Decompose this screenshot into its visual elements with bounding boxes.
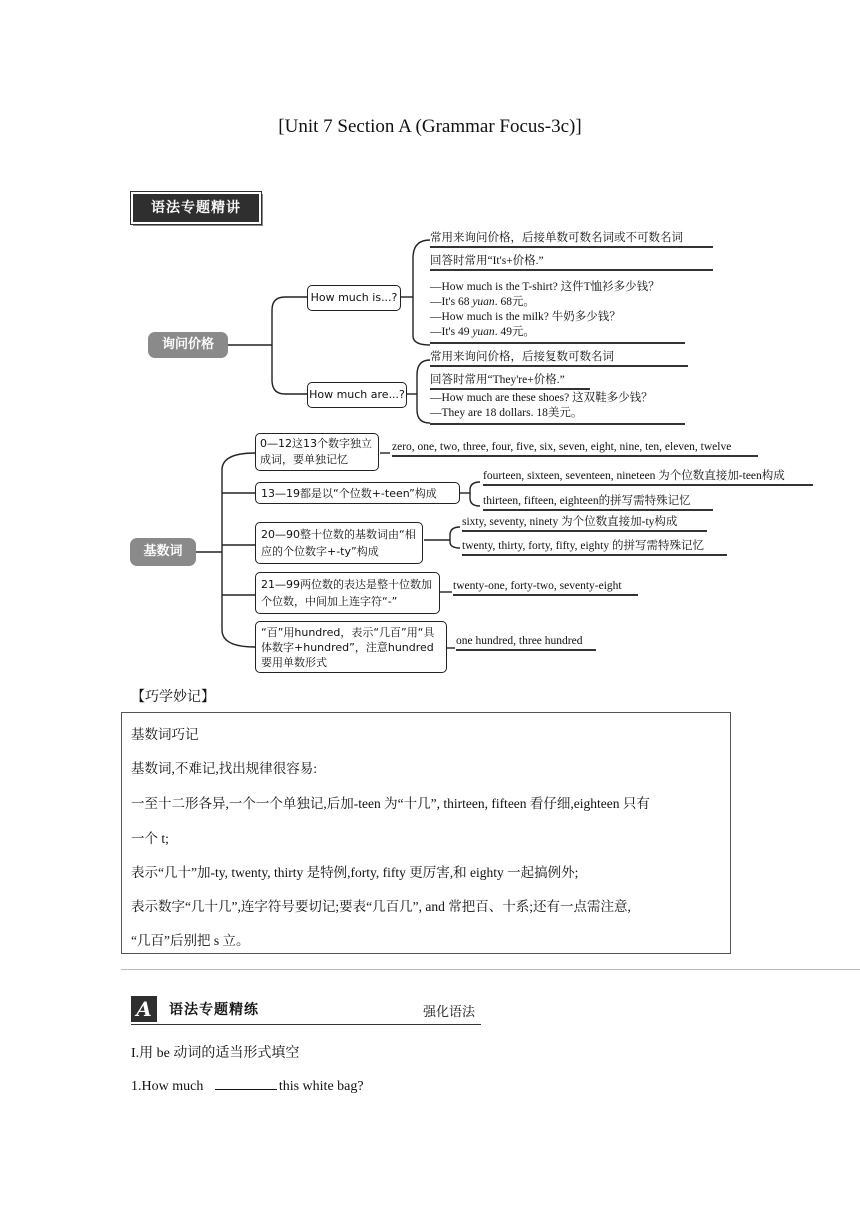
- tips-line-3: 一至十二形各异,一个一个单独记,后加-teen 为“十几”, thirteen, fifteen 看仔细,eighteen 只有: [131, 796, 650, 811]
- node-how-much-is: How much is...?: [307, 285, 401, 311]
- node-how-much-are: How much are...?: [307, 382, 407, 408]
- examples-are-group: [430, 391, 685, 425]
- examples-is-group: [430, 280, 685, 344]
- example-20-90-regular: sixty, seventy, ninety 为个位数直接加-ty构成: [462, 515, 707, 532]
- rule-20-90: 20—90整十位数的基数词由“相应的个位数字+-ty”构成: [255, 522, 423, 564]
- example-hundred: one hundred, three hundred: [456, 634, 596, 651]
- tips-line-1: 基数词巧记: [131, 727, 199, 742]
- practice-banner-title: 语法专题精练: [169, 1002, 259, 1018]
- page-title: [Unit 7 Section A (Grammar Focus-3c)]: [278, 116, 582, 137]
- example-milk-question: —How much is the milk? 牛奶多少钱？: [430, 311, 621, 323]
- tips-line-7: “几百”后别把 s 立。: [131, 933, 250, 948]
- example-tshirt-question: —How much is the T-shirt? 这件T恤衫多少钱？: [430, 281, 660, 293]
- note-is-usage: 常用来询问价格，后接单数可数名词或不可数名词: [430, 231, 713, 248]
- tips-line-2: 基数词,不难记,找出规律很容易:: [131, 761, 318, 776]
- example-13-19-regular: fourteen, sixteen, seventeen, nineteen 为个位数直接加-teen构成: [483, 469, 813, 486]
- section-banner-grammar: 语法专题精讲: [131, 192, 261, 224]
- question-1-blank[interactable]: [215, 1077, 277, 1090]
- example-shoes-answer: —They are 18 dollars. 18美元。: [430, 407, 583, 419]
- tips-line-4: 一个 t;: [131, 831, 169, 846]
- root-node-cardinal-numbers: 基数词: [130, 538, 196, 566]
- example-21-99: twenty-one, forty-two, seventy-eight: [453, 579, 638, 596]
- rule-0-12: 0—12这13个数字独立成词，要单独记忆: [255, 433, 379, 471]
- rule-13-19: 13—19都是以“个位数+-teen”构成: [255, 482, 460, 504]
- root-node-price-inquiry: 询问价格: [148, 332, 228, 358]
- section-banner-practice: [131, 996, 481, 1025]
- example-tshirt-answer: —It's 68 yuan. 68元。: [430, 296, 535, 308]
- rule-hundred: “百”用hundred，表示“几百”用“具体数字+hundred”，注意hundred要用单数形式: [255, 621, 447, 673]
- exercise-instruction: I.用 be 动词的适当形式填空: [131, 1046, 300, 1061]
- tips-box: [121, 712, 731, 954]
- rule-21-99: 21—99两位数的表达是整十位数加个位数，中间加上连字符“-”: [255, 572, 440, 614]
- tips-heading: 【巧学妙记】: [131, 689, 215, 705]
- example-0-12: zero, one, two, three, four, five, six, seven, eight, nine, ten, eleven, twelve: [392, 440, 758, 457]
- tips-line-6: 表示数字“几十几”,连字符号要切记;要表“几百几”, and 常把百、十系;还有一点需注意,: [131, 899, 631, 914]
- section-divider: [121, 969, 860, 970]
- question-1: [131, 1077, 364, 1095]
- question-1-suffix: this white bag?: [278, 1079, 364, 1094]
- note-is-answer: 回答时常用“It's+价格.”: [430, 254, 713, 271]
- note-are-usage: 常用来询问价格，后接复数可数名词: [430, 350, 688, 367]
- note-are-answer: 回答时常用“They're+价格.”: [430, 373, 590, 390]
- example-shoes-question: —How much are these shoes? 这双鞋多少钱？: [430, 392, 653, 404]
- question-1-prefix: 1.How much: [131, 1079, 207, 1094]
- example-20-90-special: twenty, thirty, forty, fifty, eighty 的拼写需特殊记忆: [462, 539, 727, 556]
- letter-a-icon: A: [131, 996, 157, 1022]
- tips-line-5: 表示“几十”加-ty, twenty, thirty 是特例,forty, fifty 更厉害,和 eighty 一起搞例外;: [131, 865, 579, 880]
- practice-banner-label: 强化语法: [423, 1005, 476, 1020]
- example-milk-answer: —It's 49 yuan. 49元。: [430, 326, 535, 338]
- example-13-19-special: thirteen, fifteen, eighteen的拼写需特殊记忆: [483, 494, 713, 511]
